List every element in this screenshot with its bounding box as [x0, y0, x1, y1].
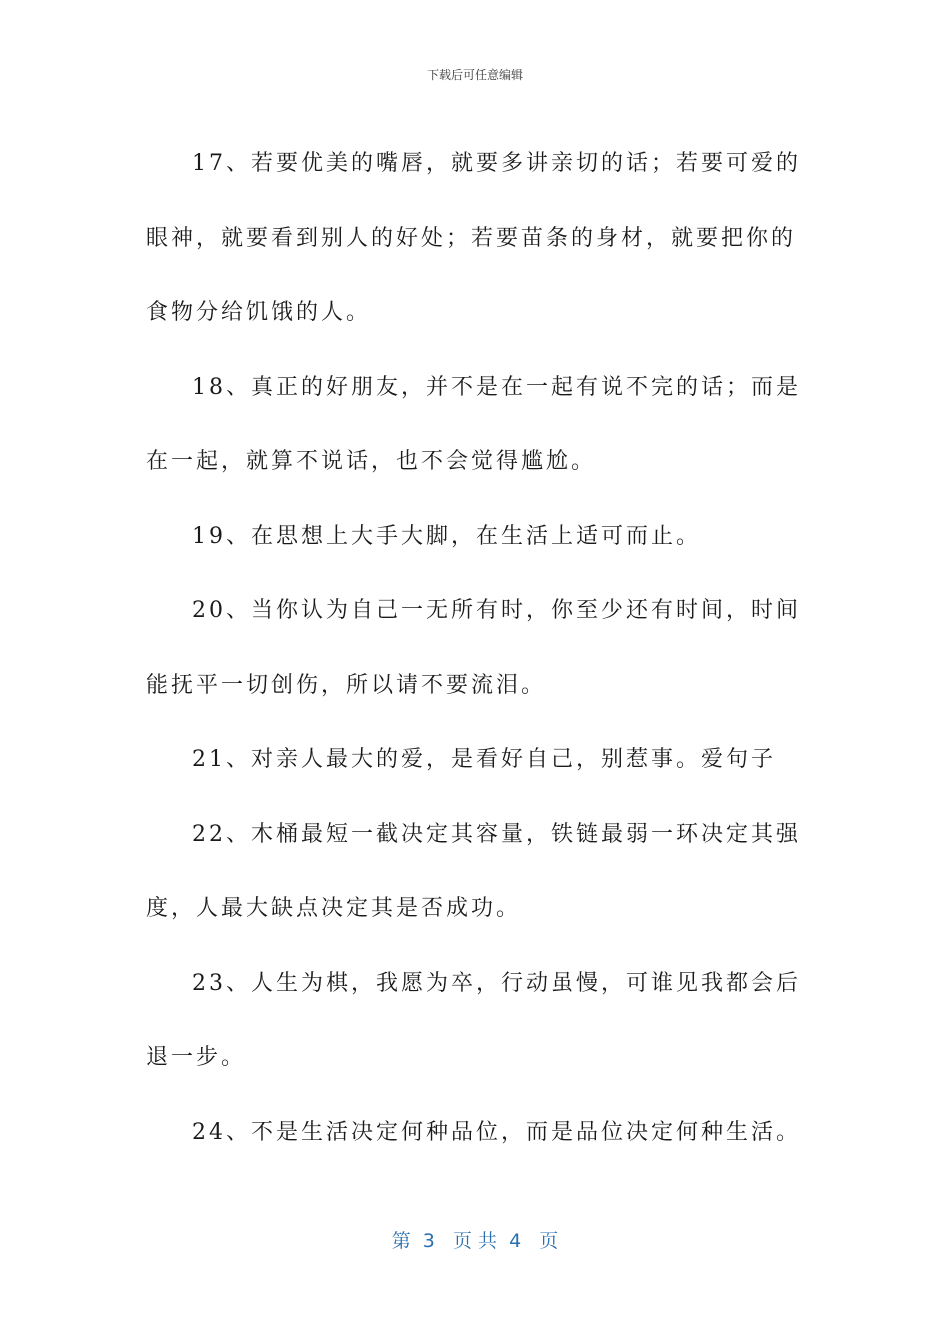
paragraph-18: 18、真正的好朋友，并不是在一起有说不完的话；而是在一起，就算不说话，也不会觉得尴尬。 [146, 374, 801, 474]
paragraph-24: 24、不是生活决定何种品位，而是品位决定何种生活。 [192, 1119, 801, 1145]
paragraph-17: 17、若要优美的嘴唇，就要多讲亲切的话；若要可爱的眼神，就要看到别人的好处；若要苗条的身材，就要把你的食物分给饥饿的人。 [146, 151, 801, 325]
paragraph-21: 21、对亲人最大的爱，是看好自己，别惹事。爱句子 [192, 747, 776, 772]
paragraph-20: 20、当你认为自己一无所有时，你至少还有时间，时间能抚平一切创伤，所以请不要流泪。 [146, 598, 801, 698]
paragraph-23: 23、人生为棋，我愿为卒，行动虽慢，可谁见我都会后退一步。 [146, 970, 801, 1070]
page-header: 下载后可任意编辑 [426, 68, 523, 82]
document-body [146, 127, 810, 1170]
page-number-footer: 第 3 页 共 4 页 [391, 1230, 559, 1252]
paragraph-19: 19、在思想上大手大脚，在生活上适可而止。 [192, 523, 701, 549]
paragraph-22: 22、木桶最短一截决定其容量，铁链最弱一环决定其强度，人最大缺点决定其是否成功。 [146, 821, 801, 921]
